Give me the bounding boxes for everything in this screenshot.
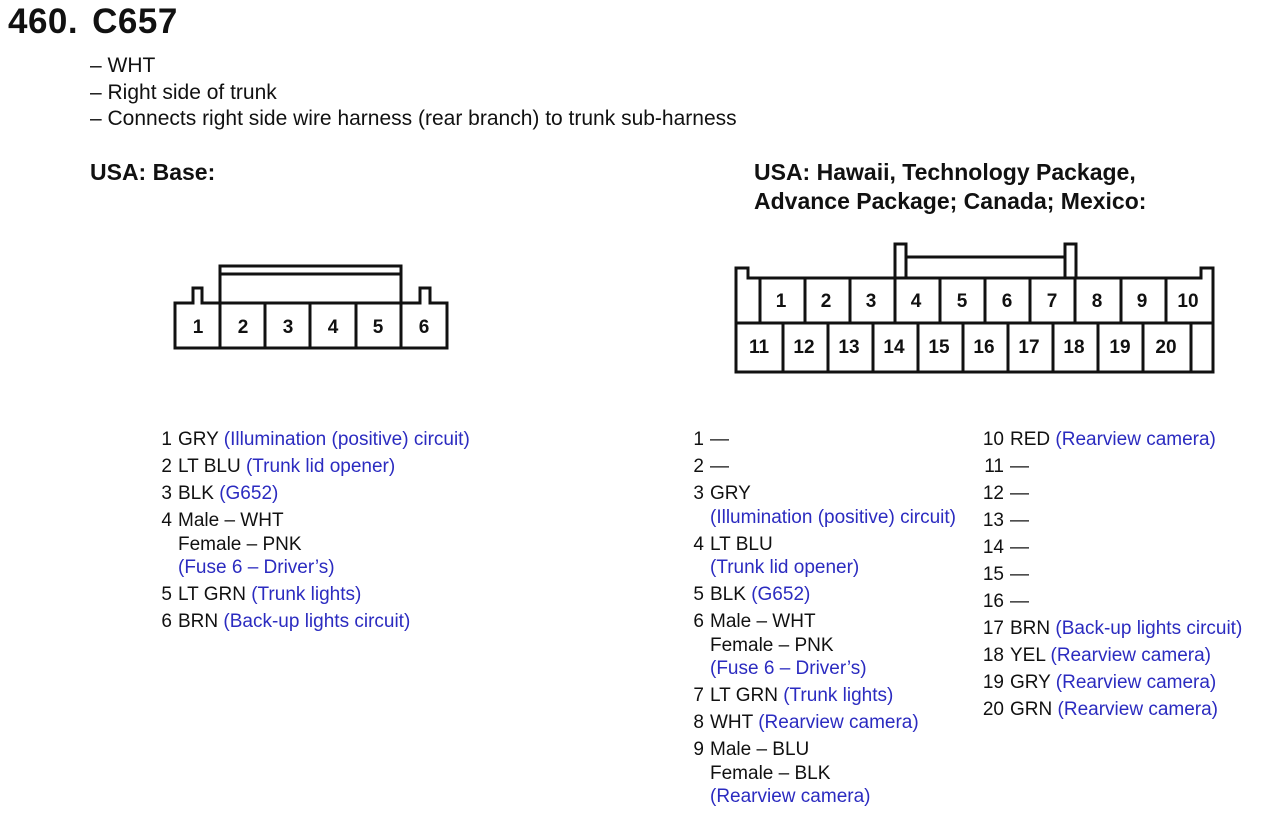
- wire-color: Male – WHT: [710, 611, 816, 632]
- wire-color: GRY: [178, 429, 219, 450]
- circuit-description: (Rearview camera): [1057, 699, 1218, 720]
- pin-label-13: 13: [838, 337, 860, 358]
- base-variant-title: [90, 158, 215, 187]
- wire-color: RED: [1010, 429, 1051, 450]
- pin-number: 1: [693, 429, 704, 450]
- pin-label-20: 20: [1155, 337, 1177, 358]
- pin-label-10: 10: [1177, 291, 1199, 312]
- pin-label-1: 1: [192, 317, 204, 338]
- pin-entry-line: [150, 583, 470, 607]
- circuit-description: (Rearview camera): [1055, 429, 1216, 450]
- pin-label-14: 14: [883, 337, 905, 358]
- pin-entry-line: [680, 762, 956, 786]
- pin-label-9: 9: [1136, 291, 1148, 312]
- pin-entry-1: [150, 428, 470, 452]
- pin-entry-line: [680, 533, 956, 557]
- pin-entry-9: [680, 738, 956, 809]
- pin-entry-line: [972, 617, 1242, 641]
- circuit-description: (Fuse 6 – Driver’s): [178, 557, 335, 578]
- extended-pin-list-left: [680, 428, 956, 812]
- pin-number: 8: [693, 712, 704, 733]
- wire-color: BLK: [710, 584, 746, 605]
- connector-20-pin-face: [730, 238, 1220, 378]
- wire-color: LT BLU: [710, 533, 773, 555]
- pin-entry-line: [972, 590, 1242, 614]
- pin-number: 16: [982, 591, 1004, 612]
- pin-entry-4: [150, 509, 470, 580]
- base-pin-list: [150, 428, 470, 637]
- circuit-description: (Illumination (positive) circuit): [710, 506, 957, 528]
- pin-entry-line: [680, 711, 956, 735]
- wire-color: —: [1010, 591, 1029, 612]
- pin-number: 6: [693, 611, 704, 632]
- pin-number: 6: [161, 611, 172, 632]
- circuit-description: (Illumination (positive) circuit): [223, 429, 470, 450]
- detail-location: – Right side of trunk: [90, 80, 277, 104]
- pin-entry-line: [150, 533, 470, 557]
- pin-number: 9: [693, 739, 704, 760]
- pin-label-11: 11: [748, 337, 770, 358]
- pin-entry-line: [972, 428, 1242, 452]
- pin-label-19: 19: [1109, 337, 1131, 358]
- wire-color: —: [710, 456, 729, 477]
- pin-entry-1: [680, 428, 956, 452]
- pin-entry-line: [680, 634, 956, 658]
- pin-label-18: 18: [1063, 337, 1085, 358]
- pin-entry-line: [680, 657, 956, 681]
- pin-entry-8: [680, 711, 956, 735]
- pin-entry-line: [680, 455, 956, 479]
- extended-variant-title: [754, 158, 1146, 216]
- connector-6-pin-face: [170, 260, 455, 355]
- wire-color: —: [710, 429, 729, 450]
- pin-entry-13: [972, 509, 1242, 533]
- pin-entry-5: [150, 583, 470, 607]
- circuit-description: (G652): [219, 483, 279, 504]
- pin-number: 11: [984, 456, 1004, 477]
- pin-label-3: 3: [865, 291, 877, 312]
- pin-entry-12: [972, 482, 1242, 506]
- wire-color: GRY: [1010, 672, 1051, 693]
- connector-name: C657: [92, 2, 178, 41]
- pin-entry-10: [972, 428, 1242, 452]
- pin-entry-line: [680, 506, 956, 530]
- detail-connects: – Connects right side wire harness (rear branch) to trunk sub-harness: [90, 107, 737, 130]
- pin-number: 14: [982, 537, 1004, 558]
- wire-color: GRY: [710, 483, 751, 504]
- wire-color: Female – BLK: [710, 762, 831, 784]
- pin-entry-line: [680, 684, 956, 708]
- pin-label-17: 17: [1018, 337, 1040, 358]
- pin-entry-line: [680, 556, 956, 580]
- wire-color: Female – PNK: [178, 533, 302, 555]
- pin-entry-line: [680, 610, 956, 634]
- pin-entry-line: [150, 509, 470, 533]
- pin-entry-line: [680, 482, 956, 506]
- circuit-description: (Back-up lights circuit): [223, 611, 411, 632]
- connector-6-pin-lock-tab: [220, 266, 401, 303]
- wire-color: LT GRN: [710, 685, 778, 706]
- pin-entry-line: [680, 583, 956, 607]
- pin-number: 20: [982, 699, 1004, 720]
- wire-color: BLK: [178, 483, 214, 504]
- pin-entry-line: [972, 698, 1242, 722]
- pin-label-12: 12: [793, 337, 815, 358]
- pin-entry-line: [680, 738, 956, 762]
- pin-label-4: 4: [327, 317, 339, 338]
- pin-label-16: 16: [973, 337, 995, 358]
- pin-label-5: 5: [956, 291, 968, 312]
- pin-entry-4: [680, 533, 956, 580]
- pin-number: 7: [693, 685, 704, 706]
- detail-color: – WHT: [90, 54, 156, 77]
- pin-number: 12: [982, 483, 1004, 504]
- connector-number: 460.: [8, 2, 79, 41]
- pin-number: 5: [161, 584, 172, 605]
- wire-color: LT BLU: [178, 456, 241, 477]
- base-variant-title-line: USA: Base:: [90, 159, 216, 185]
- pin-label-4: 4: [910, 291, 922, 312]
- pin-label-2: 2: [820, 291, 832, 312]
- wire-color: —: [1010, 456, 1029, 477]
- pin-entry-line: [680, 428, 956, 452]
- pin-label-15: 15: [928, 337, 950, 358]
- pin-entry-14: [972, 536, 1242, 560]
- pin-label-7: 7: [1046, 291, 1058, 312]
- pin-entry-line: [150, 556, 470, 580]
- wire-color: YEL: [1010, 645, 1046, 666]
- pin-entry-17: [972, 617, 1242, 641]
- circuit-description: (Trunk lid opener): [245, 456, 396, 477]
- wire-color: —: [1010, 564, 1029, 585]
- pin-entry-line: [972, 482, 1242, 506]
- pin-entry-6: [680, 610, 956, 681]
- wire-color: Male – WHT: [178, 510, 284, 531]
- pin-number: 4: [161, 510, 172, 531]
- pin-entry-line: [150, 610, 470, 634]
- pin-entry-5: [680, 583, 956, 607]
- pin-label-8: 8: [1091, 291, 1103, 312]
- pin-number: 18: [982, 645, 1004, 666]
- wire-color: BRN: [178, 611, 219, 632]
- pin-label-1: 1: [775, 291, 787, 312]
- connector-details: [90, 53, 737, 133]
- circuit-description: (Back-up lights circuit): [1055, 618, 1243, 639]
- pin-entry-2: [150, 455, 470, 479]
- pin-entry-line: [972, 536, 1242, 560]
- pin-number: 3: [693, 483, 704, 504]
- wire-color: Female – PNK: [710, 634, 834, 656]
- pin-label-5: 5: [372, 317, 384, 338]
- pin-entry-line: [150, 482, 470, 506]
- pin-label-6: 6: [418, 317, 430, 338]
- circuit-description: (Trunk lights): [251, 584, 362, 605]
- pin-number: 1: [161, 429, 172, 450]
- circuit-description: (Rearview camera): [710, 786, 871, 807]
- pin-number: 4: [693, 533, 704, 555]
- pin-number: 5: [693, 584, 704, 605]
- extended-pin-list-right: [972, 428, 1242, 725]
- circuit-description: (Trunk lights): [783, 685, 894, 706]
- pin-entry-line: [972, 455, 1242, 479]
- pin-number: 2: [161, 456, 172, 477]
- pin-number: 13: [982, 510, 1004, 531]
- connector-title: [8, 2, 178, 42]
- pin-entry-19: [972, 671, 1242, 695]
- circuit-description: (Rearview camera): [758, 712, 919, 733]
- pin-entry-7: [680, 684, 956, 708]
- pin-entry-line: [972, 563, 1242, 587]
- connector-20-pin-latch-right: [1065, 244, 1076, 278]
- pin-entry-6: [150, 610, 470, 634]
- extended-variant-title-line-2: Advance Package; Canada; Mexico:: [754, 188, 1147, 214]
- wire-color: GRN: [1010, 699, 1053, 720]
- wire-color: —: [1010, 537, 1029, 558]
- wire-color: —: [1010, 483, 1029, 504]
- wire-color: LT GRN: [178, 584, 246, 605]
- pin-number: 15: [982, 564, 1004, 585]
- pin-entry-line: [680, 785, 956, 809]
- pin-entry-2: [680, 455, 956, 479]
- pin-entry-line: [150, 428, 470, 452]
- pin-entry-11: [972, 455, 1242, 479]
- pin-entry-16: [972, 590, 1242, 614]
- circuit-description: (Rearview camera): [1050, 645, 1211, 666]
- pin-entry-line: [972, 671, 1242, 695]
- connector-20-pin-latch-left: [895, 244, 906, 278]
- pin-number: 19: [982, 672, 1004, 693]
- pin-entry-line: [972, 509, 1242, 533]
- pin-entry-3: [680, 482, 956, 529]
- pin-entry-20: [972, 698, 1242, 722]
- pin-number: 3: [161, 483, 172, 504]
- pin-label-2: 2: [237, 317, 249, 338]
- circuit-description: (Rearview camera): [1055, 672, 1217, 693]
- pin-number: 10: [982, 429, 1004, 450]
- wire-color: WHT: [710, 712, 753, 733]
- pin-entry-3: [150, 482, 470, 506]
- pin-number: 17: [982, 618, 1004, 639]
- pin-entry-line: [972, 644, 1242, 668]
- extended-variant-title-line-1: USA: Hawaii, Technology Package,: [754, 159, 1136, 185]
- wire-color: Male – BLU: [710, 739, 810, 760]
- wire-color: BRN: [1010, 618, 1051, 639]
- pin-entry-line: [150, 455, 470, 479]
- wire-color: —: [1010, 510, 1029, 531]
- pin-entry-15: [972, 563, 1242, 587]
- pin-entry-18: [972, 644, 1242, 668]
- circuit-description: (Fuse 6 – Driver’s): [710, 658, 867, 679]
- pin-label-3: 3: [282, 317, 294, 338]
- pin-label-6: 6: [1001, 291, 1013, 312]
- pin-number: 2: [693, 456, 704, 477]
- circuit-description: (G652): [751, 584, 811, 605]
- circuit-description: (Trunk lid opener): [710, 557, 860, 578]
